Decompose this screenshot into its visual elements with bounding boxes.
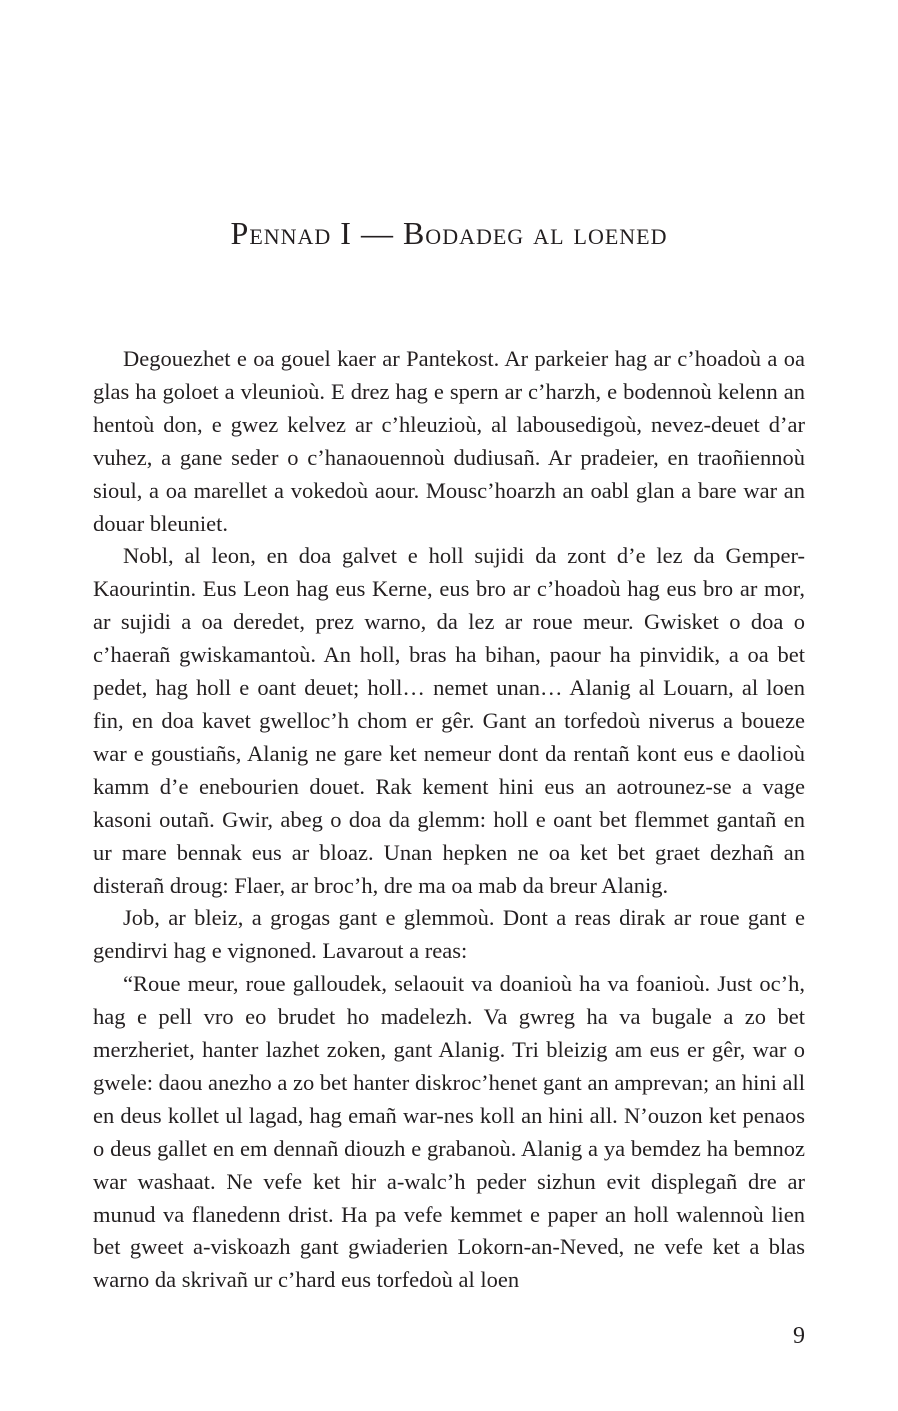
page-number: 9 <box>793 1323 805 1349</box>
paragraph: Nobl, al leon, en doa galvet e holl sujidi da zont d’e lez da Gemper-Kaourintin. Eus Leon hag eus Kerne, eus bro ar c’hoadoù hag eus bro ar mor, ar sujidi a oa deredet, prez warno, da lez ar roue meur. Gwisket o doa o c’haerañ gwiskamantoù. An holl, bras ha bihan, paour ha pinvidik, a oa bet pedet, hag holl e oant deuet; holl… nemet unan… Alanig al Louarn, al loen fin, en doa kavet gwelloc’h chom er gêr. Gant an torfedoù niverus a boueze war e goustiañs, Alanig ne gare ket nemeur dont da rentañ kont eus e daolioù kamm d’e enebourien douet. Rak kement hini eus an aotrounez-se a vage kasoni outañ. Gwir, abeg o doa da glemm: holl e oant bet flemmet gantañ en ur mare bennak eus ar bloaz. Unan hepken ne oa ket bet graet dezhañ an disterañ droug: Flaer, ar broc’h, dre ma oa mab da breur Alanig. <box>93 543 805 898</box>
chapter-title: Pennad I — Bodadeg al loened <box>230 215 668 251</box>
paragraph: “Roue meur, roue galloudek, selaouit va doanioù ha va foanioù. Just oc’h, hag e pell vro eo brudet ho madelezh. Va gwreg ha va bugale a zo bet merzheriet, hanter lazhet zoken, gant Alanig. Tri bleizig am eus er gêr, war o gwele: daou anezho a zo bet hanter diskroc’henet gant an amprevan; an hini all en deus kollet ul lagad, hag emañ war-nes koll an hini all. N’ouzon ket penaos o deus gallet en em dennañ diouzh e grabanoù. Alanig a ya bemdez ha bemnoz war washaat. Ne vefe ket hir a-walc’h peder sizhun evit displegañ dre ar munud va flanedenn drist. Ha pa vefe kemmet e paper an holl walennoù lien bet gweet a-viskoazh gant gwiaderien Lokorn-an-Neved, ne vefe ket a blas warno da skrivañ ur c’hard eus torfedoù al loen <box>93 971 805 1293</box>
body-text <box>93 343 805 1297</box>
paragraph: Job, ar bleiz, a grogas gant e glemmoù. Dont a reas dirak ar roue gant e gendirvi hag e vignoned. Lavarout a reas: <box>93 905 805 964</box>
paragraph: Degouezhet e oa gouel kaer ar Pantekost. Ar parkeier hag ar c’hoadoù a oa glas ha goloet a vleunioù. E drez hag e spern ar c’harzh, e bodennoù kelenn an hentoù don, e gwez kelvez ar c’hleuzioù, al labousedigoù, nevez-deuet d’ar vuhez, a gane seder o c’hanaouennoù dudiusañ. Ar pradeier, en traoñiennoù sioul, a oa marellet a vokedoù aour. Mousc’hoarzh an oabl glan a bare war an douar bleuniet. <box>93 346 805 536</box>
